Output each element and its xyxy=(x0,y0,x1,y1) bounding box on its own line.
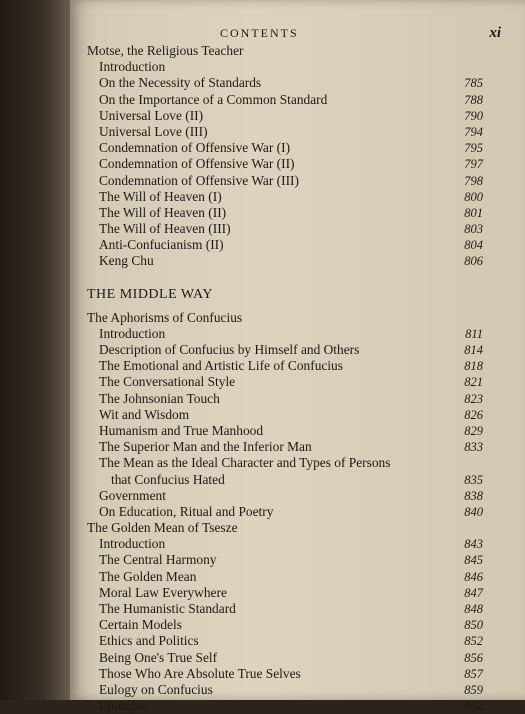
toc-entry xyxy=(70,237,525,253)
toc-entry xyxy=(70,585,525,601)
toc-entry-title: Government xyxy=(99,487,166,503)
toc-entry-page: 821 xyxy=(464,375,483,390)
toc-entry-title: Certain Models xyxy=(99,617,182,633)
toc-entry-title: Keng Chu xyxy=(99,253,154,269)
toc-entry-title: Epilogue xyxy=(99,698,148,714)
toc-entry-page: 826 xyxy=(464,407,483,422)
toc-entry-title: Anti-Confucianism (II) xyxy=(99,237,224,253)
toc-entry xyxy=(70,552,525,568)
toc-entry-title: Condemnation of Offensive War (III) xyxy=(99,172,299,188)
toc-entry-page: 833 xyxy=(464,440,483,455)
toc-entry-title: Description of Confucius by Himself and Others xyxy=(99,342,360,357)
toc-entry xyxy=(70,342,525,358)
toc-entry xyxy=(70,173,525,189)
toc-entry-page: 845 xyxy=(464,553,483,568)
toc-entry xyxy=(70,108,525,124)
toc-entry-page: 811 xyxy=(465,326,483,341)
running-header xyxy=(70,26,525,42)
toc-entry xyxy=(70,407,525,423)
toc-entry-page: 859 xyxy=(464,682,483,697)
toc-entry-title: The Conversational Style xyxy=(99,374,236,390)
toc-entry xyxy=(70,504,525,520)
toc-entry xyxy=(70,205,525,221)
toc-entry-title: Universal Love (III) xyxy=(99,123,208,139)
page-number: xi xyxy=(489,25,501,41)
toc-entry-page: 848 xyxy=(464,602,483,616)
toc-entry-page: 806 xyxy=(464,254,483,269)
toc-entry-page: 798 xyxy=(464,173,483,188)
toc-entry-title: Condemnation of Offensive War (I) xyxy=(99,140,291,156)
toc-entry-title: Wit and Wisdom xyxy=(99,406,190,422)
toc-entry-title: The Golden Mean xyxy=(99,568,197,584)
toc-section-entry xyxy=(70,310,525,326)
toc-entry-page: 850 xyxy=(464,618,483,633)
toc-entry-page: 846 xyxy=(464,569,483,584)
toc-entry-page: 840 xyxy=(464,504,483,519)
toc-entry-page: 800 xyxy=(464,189,483,204)
toc-entry-title: The Will of Heaven (II) xyxy=(99,204,227,220)
running-header-title: CONTENTS xyxy=(220,26,299,40)
toc-entry xyxy=(70,472,525,488)
toc-entry-title: On the Necessity of Standards xyxy=(99,75,262,91)
toc-entry-page: 852 xyxy=(464,634,483,649)
toc-entry-page: 835 xyxy=(464,472,483,487)
toc-entry-page: 818 xyxy=(464,359,483,374)
toc-entry-title: Humanism and True Manhood xyxy=(99,422,264,438)
toc-entry-title: Introduction xyxy=(99,325,166,341)
toc-entry-page: 838 xyxy=(464,488,483,503)
toc-entry-page: 857 xyxy=(464,666,483,681)
toc-entry xyxy=(70,536,525,552)
toc-entry-page: 829 xyxy=(464,423,483,438)
toc-entry-page: 856 xyxy=(464,650,483,665)
toc-entry-title: Universal Love (II) xyxy=(99,107,204,123)
toc-entry xyxy=(70,633,525,649)
toc-entry xyxy=(70,92,525,108)
toc-entry-title: Introduction xyxy=(99,59,166,75)
toc-entry xyxy=(70,189,525,205)
toc-section-entry xyxy=(70,520,525,536)
toc-entry-page: 843 xyxy=(464,537,483,552)
toc-entry-page: 785 xyxy=(464,76,483,91)
toc-entry-title: Eulogy on Confucius xyxy=(99,681,213,697)
toc-entry xyxy=(70,455,525,471)
toc-entry xyxy=(70,617,525,633)
toc-section-entry xyxy=(70,43,525,59)
toc-entry-title: The Mean as the Ideal Character and Types of Persons xyxy=(99,455,391,471)
toc-entry-title: Motse, the Religious Teacher xyxy=(87,43,244,58)
toc-entry-title: The Will of Heaven (III) xyxy=(99,221,231,237)
toc-entry-page: 803 xyxy=(464,222,483,237)
toc-entry-page: 797 xyxy=(464,157,483,172)
toc-entry xyxy=(70,326,525,342)
toc-entry-title: Introduction xyxy=(99,536,166,552)
table-of-contents xyxy=(70,43,525,714)
toc-entry xyxy=(70,75,525,91)
toc-entry-title: Those Who Are Absolute True Selves xyxy=(99,665,301,681)
toc-entry xyxy=(70,488,525,504)
toc-entry xyxy=(70,253,525,269)
toc-entry-page: 801 xyxy=(464,205,483,220)
toc-entry-title: The Golden Mean of Tsesze xyxy=(87,520,238,536)
toc-entry xyxy=(70,698,525,714)
toc-entry xyxy=(70,423,525,439)
toc-entry xyxy=(70,140,525,156)
toc-entry-title: Being One's True Self xyxy=(99,649,218,665)
part-heading: THE MIDDLE WAY xyxy=(87,286,213,302)
toc-entry xyxy=(70,358,525,374)
toc-entry-page: 794 xyxy=(464,124,483,139)
toc-entry-title: Moral Law Everywhere xyxy=(99,584,227,600)
toc-entry xyxy=(70,601,525,617)
contents-page xyxy=(70,0,525,714)
toc-entry xyxy=(70,682,525,698)
toc-entry xyxy=(70,59,525,75)
toc-entry-title: The Superior Man and the Inferior Man xyxy=(99,439,312,455)
toc-entry xyxy=(70,156,525,172)
toc-entry-title: The Aphorisms of Confucius xyxy=(87,309,243,325)
toc-entry-title: The Will of Heaven (I) xyxy=(99,188,222,204)
toc-entry-title: On the Importance of a Common Standard xyxy=(99,91,328,107)
toc-entry-title: that Confucius Hated xyxy=(111,471,225,487)
toc-entry-title: The Emotional and Artistic Life of Confucius xyxy=(99,358,343,374)
toc-entry xyxy=(70,391,525,407)
toc-entry xyxy=(70,374,525,390)
toc-entry-page: 862 xyxy=(464,699,483,714)
toc-entry-page: 804 xyxy=(464,238,483,253)
toc-entry xyxy=(70,124,525,140)
toc-entry-page: 788 xyxy=(464,92,483,107)
toc-entry xyxy=(70,439,525,455)
toc-entry xyxy=(70,666,525,682)
toc-entry-title: Condemnation of Offensive War (II) xyxy=(99,156,295,172)
toc-entry-page: 823 xyxy=(464,391,483,406)
toc-entry-title: Ethics and Politics xyxy=(99,633,199,649)
toc-entry-title: On Education, Ritual and Poetry xyxy=(99,503,274,519)
toc-entry xyxy=(70,569,525,585)
toc-entry xyxy=(70,650,525,666)
toc-entry-title: The Johnsonian Touch xyxy=(99,390,220,406)
toc-entry-title: The Central Harmony xyxy=(99,552,217,568)
toc-entry-page: 847 xyxy=(464,585,483,600)
toc-entry-page: 795 xyxy=(464,141,483,156)
toc-entry xyxy=(70,221,525,237)
toc-entry-page: 814 xyxy=(464,343,483,357)
toc-entry-page: 790 xyxy=(464,108,483,123)
toc-entry-title: The Humanistic Standard xyxy=(99,601,236,616)
